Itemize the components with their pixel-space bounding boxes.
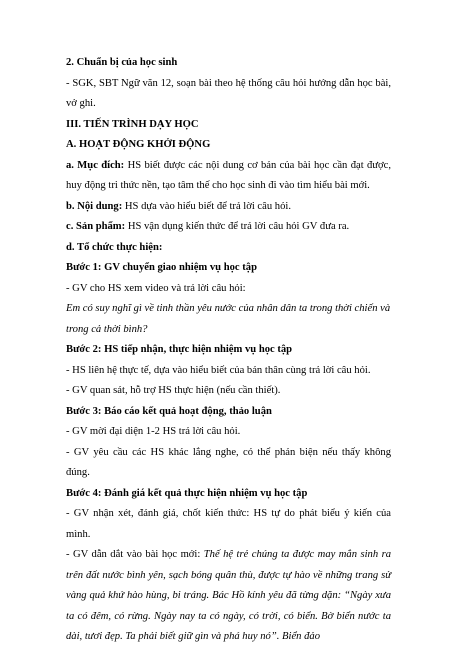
product-text: HS vận dụng kiến thức để trả lời câu hỏi GV đưa ra. [125,221,350,232]
product-paragraph [66,217,391,238]
product-label: c. Sản phẩm: [66,221,126,232]
step-2-heading: Bước 2: HS tiếp nhận, thực hiện nhiệm vụ học tập [66,344,293,355]
step-3-heading: Bước 3: Báo cáo kết quả hoạt động, thảo luận [66,405,272,417]
goal-paragraph [66,156,391,197]
content-label: b. Nội dung: [66,200,123,212]
document-page [66,53,391,648]
step-4-line-2 [66,545,391,648]
step-1-question: Em có suy nghĩ gì về tinh thần yêu nước của nhân dân ta trong thời chiến và trong cả thời bình? [66,303,391,335]
section-2-heading: 2. Chuẩn bị của học sinh [66,57,178,68]
section-2-item: - SGK, SBT Ngữ văn 12, soạn bài theo hệ thống câu hỏi hướng dẫn học bài, vở ghi. [66,77,391,109]
activity-a-heading: A. HOẠT ĐỘNG KHỞI ĐỘNG [66,139,211,150]
step-2-line-1: - HS liên hệ thực tế, dựa vào hiểu biết của bản thân cùng trả lời câu hỏi. [66,364,371,376]
step-4-lead-in: - GV dẫn dắt vào bài học mới: [66,549,204,560]
organize-heading: d. Tổ chức thực hiện: [66,241,163,253]
step-4-quote: Thế hệ trẻ chúng ta được may mắn sinh ra trên đất nước bình yên, sạch bóng quân thù, được tự hào về những trang sử vàng quả khứ hào hùng, bi tráng. Bác Hồ kính yêu đã từng dặn: “Ngày xưa ta có đêm, có rừng. Ngày nay ta có ngày, có trời, có biển. Bờ biển nước ta dài, tươi đẹp. Ta phải biết giữ gìn và phá huy nó”. Biển đảo [66,549,391,642]
step-4-line-1: - GV nhận xét, đánh giá, chốt kiến thức: HS tự do phát biểu ý kiến của mình. [66,508,391,540]
step-4-heading: Bước 4: Đánh giá kết quả thực hiện nhiệm vụ học tập [66,487,308,499]
content-paragraph [66,197,391,218]
step-3-line-1: - GV mời đại diện 1-2 HS trả lời câu hỏi. [66,426,241,437]
step-1-line: - GV cho HS xem video và trả lời câu hỏi: [66,282,246,294]
step-3-line-2: - GV yêu cầu các HS khác lắng nghe, có thể phản biện nếu thấy không đúng. [66,446,391,478]
step-2-line-2: - GV quan sát, hỗ trợ HS thực hiện (nếu cần thiết). [66,385,281,396]
content-text: HS dựa vào hiểu biết để trả lời câu hỏi. [122,200,291,212]
goal-label: a. Mục đích: [66,159,125,171]
goal-text: HS biết được các nội dung cơ bản của bài học cần đạt được, huy động tri thức nền, tạo tâm thế cho học sinh đi vào tìm hiểu bài mới. [66,159,391,191]
section-3-heading: III. TIẾN TRÌNH DẠY HỌC [66,118,199,130]
step-1-heading: Bước 1: GV chuyển giao nhiệm vụ học tập [66,262,257,273]
